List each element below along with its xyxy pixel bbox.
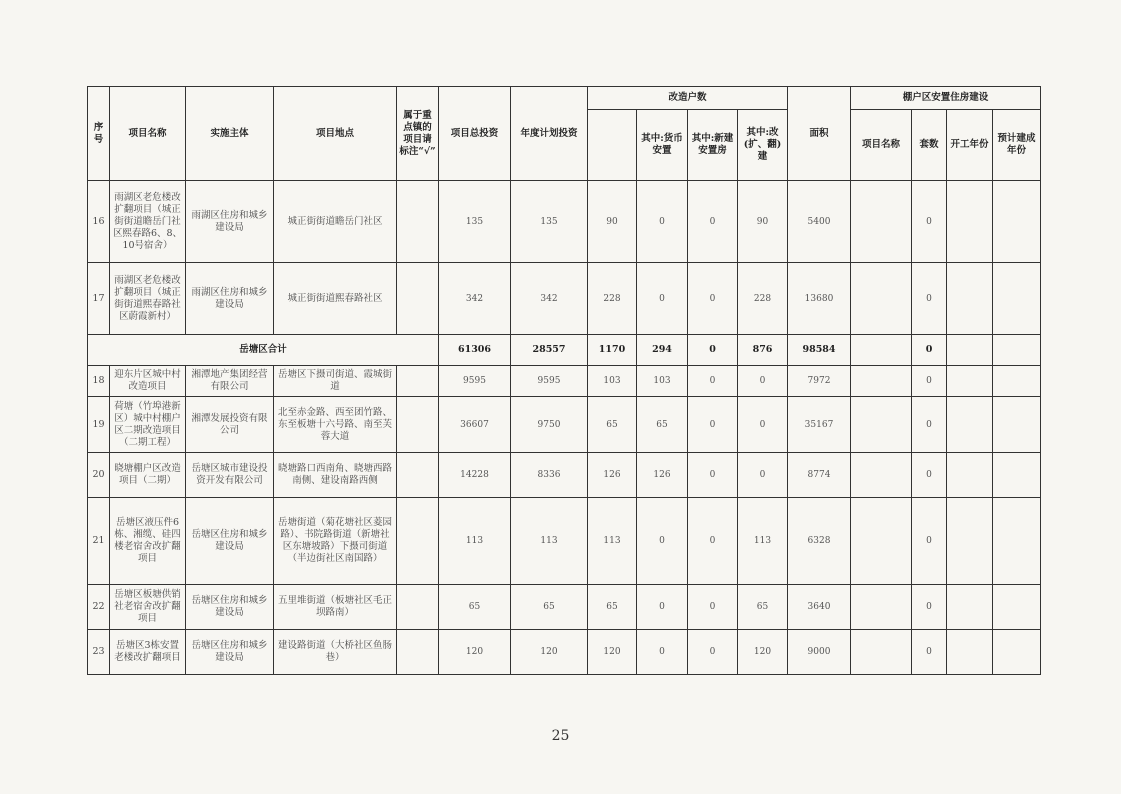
row-new-build: 0: [688, 263, 738, 335]
row-monetary: 103: [637, 366, 688, 397]
row-households: 90: [588, 181, 637, 263]
row-total-investment: 36607: [439, 397, 511, 453]
row-key-town: [397, 397, 439, 453]
row-project-name: 晓塘棚户区改造项目（二期）: [110, 453, 186, 498]
row-start-year: [947, 397, 993, 453]
row-housing-name: [851, 397, 912, 453]
row-monetary: 0: [637, 263, 688, 335]
row-implementer: 岳塘区住房和城乡建设局: [186, 585, 274, 630]
subtotal-annual-investment: 28557: [511, 335, 588, 366]
row-housing-name: [851, 181, 912, 263]
row-area: 9000: [788, 630, 851, 675]
row-finish-year: [993, 585, 1041, 630]
row-start-year: [947, 630, 993, 675]
row-total-investment: 65: [439, 585, 511, 630]
table-row: [88, 181, 1041, 263]
row-housing-units: 0: [912, 366, 947, 397]
row-monetary: 126: [637, 453, 688, 498]
row-annual-investment: 8336: [511, 453, 588, 498]
row-project-name: 迎东片区城中村改造项目: [110, 366, 186, 397]
row-total-investment: 14228: [439, 453, 511, 498]
row-area: 8774: [788, 453, 851, 498]
row-renovate: 65: [738, 585, 788, 630]
housing-project-table: [87, 86, 1041, 675]
row-finish-year: [993, 366, 1041, 397]
row-new-build: 0: [688, 366, 738, 397]
row-finish-year: [993, 181, 1041, 263]
row-key-town: [397, 181, 439, 263]
row-households: 126: [588, 453, 637, 498]
table-row: [88, 585, 1041, 630]
row-housing-name: [851, 366, 912, 397]
header-area: 面积: [788, 87, 851, 181]
row-renovate: 0: [738, 397, 788, 453]
row-seq: 17: [88, 263, 110, 335]
row-housing-name: [851, 630, 912, 675]
row-start-year: [947, 181, 993, 263]
page-number: 25: [551, 728, 570, 744]
row-location: 岳塘区下摄司街道、霞城街道: [274, 366, 397, 397]
row-housing-units: 0: [912, 181, 947, 263]
row-total-investment: 120: [439, 630, 511, 675]
row-area: 5400: [788, 181, 851, 263]
row-renovate: 0: [738, 366, 788, 397]
header-households-group: 改造户数: [588, 87, 788, 110]
row-total-investment: 135: [439, 181, 511, 263]
row-area: 13680: [788, 263, 851, 335]
row-total-investment: 342: [439, 263, 511, 335]
row-total-investment: 9595: [439, 366, 511, 397]
table-row: [88, 498, 1041, 585]
row-finish-year: [993, 498, 1041, 585]
row-housing-units: 0: [912, 263, 947, 335]
subtotal-finish-year: [993, 335, 1041, 366]
row-housing-name: [851, 263, 912, 335]
row-location: 晓塘路口西南角、晓塘西路南侧、建设南路西侧: [274, 453, 397, 498]
subtotal-total-investment: 61306: [439, 335, 511, 366]
header-finish-year: 预计建成年份: [993, 110, 1041, 181]
row-start-year: [947, 263, 993, 335]
subtotal-households: 1170: [588, 335, 637, 366]
table-row: [88, 263, 1041, 335]
subtotal-row: [88, 335, 1041, 366]
row-project-name: 雨湖区老危楼改扩翻项目（城正街街道熙春路社区蔚霞新村）: [110, 263, 186, 335]
row-project-name: 雨湖区老危楼改扩翻项目（城正街街道瞻岳门社区熙春路6、8、10号宿舍）: [110, 181, 186, 263]
row-start-year: [947, 453, 993, 498]
row-location: 城正街街道熙春路社区: [274, 263, 397, 335]
row-implementer: 岳塘区住房和城乡建设局: [186, 498, 274, 585]
row-annual-investment: 135: [511, 181, 588, 263]
row-new-build: 0: [688, 397, 738, 453]
row-new-build: 0: [688, 630, 738, 675]
header-total-investment: 项目总投资: [439, 87, 511, 181]
row-housing-name: [851, 585, 912, 630]
row-seq: 18: [88, 366, 110, 397]
row-households: 65: [588, 397, 637, 453]
row-renovate: 113: [738, 498, 788, 585]
row-annual-investment: 342: [511, 263, 588, 335]
row-housing-name: [851, 498, 912, 585]
header-project-name: 项目名称: [110, 87, 186, 181]
header-annual-investment: 年度计划投资: [511, 87, 588, 181]
header-renovate: 其中:改(扩、翻)建: [738, 110, 788, 181]
row-households: 65: [588, 585, 637, 630]
row-housing-units: 0: [912, 630, 947, 675]
row-seq: 20: [88, 453, 110, 498]
row-key-town: [397, 263, 439, 335]
header-monetary: 其中:货币安置: [637, 110, 688, 181]
row-monetary: 0: [637, 181, 688, 263]
row-monetary: 0: [637, 585, 688, 630]
header-start-year: 开工年份: [947, 110, 993, 181]
row-households: 228: [588, 263, 637, 335]
row-annual-investment: 9595: [511, 366, 588, 397]
row-renovate: 120: [738, 630, 788, 675]
subtotal-renovate: 876: [738, 335, 788, 366]
row-area: 6328: [788, 498, 851, 585]
row-implementer: 岳塘区城市建设投资开发有限公司: [186, 453, 274, 498]
header-key-town: 属于重点镇的项目请标注“√”: [397, 87, 439, 181]
row-monetary: 65: [637, 397, 688, 453]
row-monetary: 0: [637, 630, 688, 675]
row-location: 五里堆街道（板塘社区毛正坝路南）: [274, 585, 397, 630]
row-area: 35167: [788, 397, 851, 453]
row-annual-investment: 120: [511, 630, 588, 675]
row-new-build: 0: [688, 585, 738, 630]
row-finish-year: [993, 453, 1041, 498]
row-seq: 16: [88, 181, 110, 263]
row-monetary: 0: [637, 498, 688, 585]
row-location: 城正街街道瞻岳门社区: [274, 181, 397, 263]
row-housing-units: 0: [912, 585, 947, 630]
row-key-town: [397, 630, 439, 675]
row-start-year: [947, 498, 993, 585]
header-seq: 序号: [88, 87, 110, 181]
table-row: [88, 366, 1041, 397]
row-location: 建设路街道（大桥社区鱼肠巷）: [274, 630, 397, 675]
row-seq: 21: [88, 498, 110, 585]
row-implementer: 雨湖区住房和城乡建设局: [186, 263, 274, 335]
row-renovate: 0: [738, 453, 788, 498]
row-annual-investment: 9750: [511, 397, 588, 453]
row-seq: 19: [88, 397, 110, 453]
row-annual-investment: 113: [511, 498, 588, 585]
table-row: [88, 397, 1041, 453]
row-new-build: 0: [688, 498, 738, 585]
row-renovate: 90: [738, 181, 788, 263]
row-project-name: 荷塘（竹埠港新区）城中村棚户区二期改造项目（二期工程）: [110, 397, 186, 453]
row-implementer: 湘潭发展投资有限公司: [186, 397, 274, 453]
row-households: 103: [588, 366, 637, 397]
header-housing-group: 棚户区安置住房建设: [851, 87, 1041, 110]
row-key-town: [397, 585, 439, 630]
row-households: 113: [588, 498, 637, 585]
header-households-blank: [588, 110, 637, 181]
row-new-build: 0: [688, 181, 738, 263]
row-finish-year: [993, 630, 1041, 675]
row-area: 7972: [788, 366, 851, 397]
row-finish-year: [993, 397, 1041, 453]
row-total-investment: 113: [439, 498, 511, 585]
row-annual-investment: 65: [511, 585, 588, 630]
row-housing-units: 0: [912, 453, 947, 498]
header-implementer: 实施主体: [186, 87, 274, 181]
subtotal-new-build: 0: [688, 335, 738, 366]
row-key-town: [397, 498, 439, 585]
subtotal-housing-name: [851, 335, 912, 366]
subtotal-start-year: [947, 335, 993, 366]
row-households: 120: [588, 630, 637, 675]
row-start-year: [947, 585, 993, 630]
subtotal-monetary: 294: [637, 335, 688, 366]
header-housing-units: 套数: [912, 110, 947, 181]
subtotal-label: 岳塘区合计: [88, 335, 439, 366]
table-row: [88, 630, 1041, 675]
header-location: 项目地点: [274, 87, 397, 181]
row-project-name: 岳塘区板塘供销社老宿舍改扩翻项目: [110, 585, 186, 630]
subtotal-housing-units: 0: [912, 335, 947, 366]
row-seq: 22: [88, 585, 110, 630]
row-location: 岳塘街道（菊花塘社区菱园路）、书院路街道（新塘社区东塘坡路）下摄司街道（半边街社区南国路）: [274, 498, 397, 585]
row-area: 3640: [788, 585, 851, 630]
row-renovate: 228: [738, 263, 788, 335]
row-housing-units: 0: [912, 498, 947, 585]
row-key-town: [397, 453, 439, 498]
row-project-name: 岳塘区3栋安置老楼改扩翻项目: [110, 630, 186, 675]
row-finish-year: [993, 263, 1041, 335]
row-start-year: [947, 366, 993, 397]
header-housing-name: 项目名称: [851, 110, 912, 181]
row-housing-name: [851, 453, 912, 498]
header-new-build: 其中:新建安置房: [688, 110, 738, 181]
row-housing-units: 0: [912, 397, 947, 453]
row-implementer: 湘潭地产集团经营有限公司: [186, 366, 274, 397]
row-implementer: 雨湖区住房和城乡建设局: [186, 181, 274, 263]
row-project-name: 岳塘区液压件6栋、湘缆、硅四楼老宿舍改扩翻项目: [110, 498, 186, 585]
table-row: [88, 453, 1041, 498]
row-implementer: 岳塘区住房和城乡建设局: [186, 630, 274, 675]
row-seq: 23: [88, 630, 110, 675]
subtotal-area: 98584: [788, 335, 851, 366]
row-key-town: [397, 366, 439, 397]
row-new-build: 0: [688, 453, 738, 498]
row-location: 北至赤金路、西至团竹路、东至板塘十六号路、南至芙蓉大道: [274, 397, 397, 453]
